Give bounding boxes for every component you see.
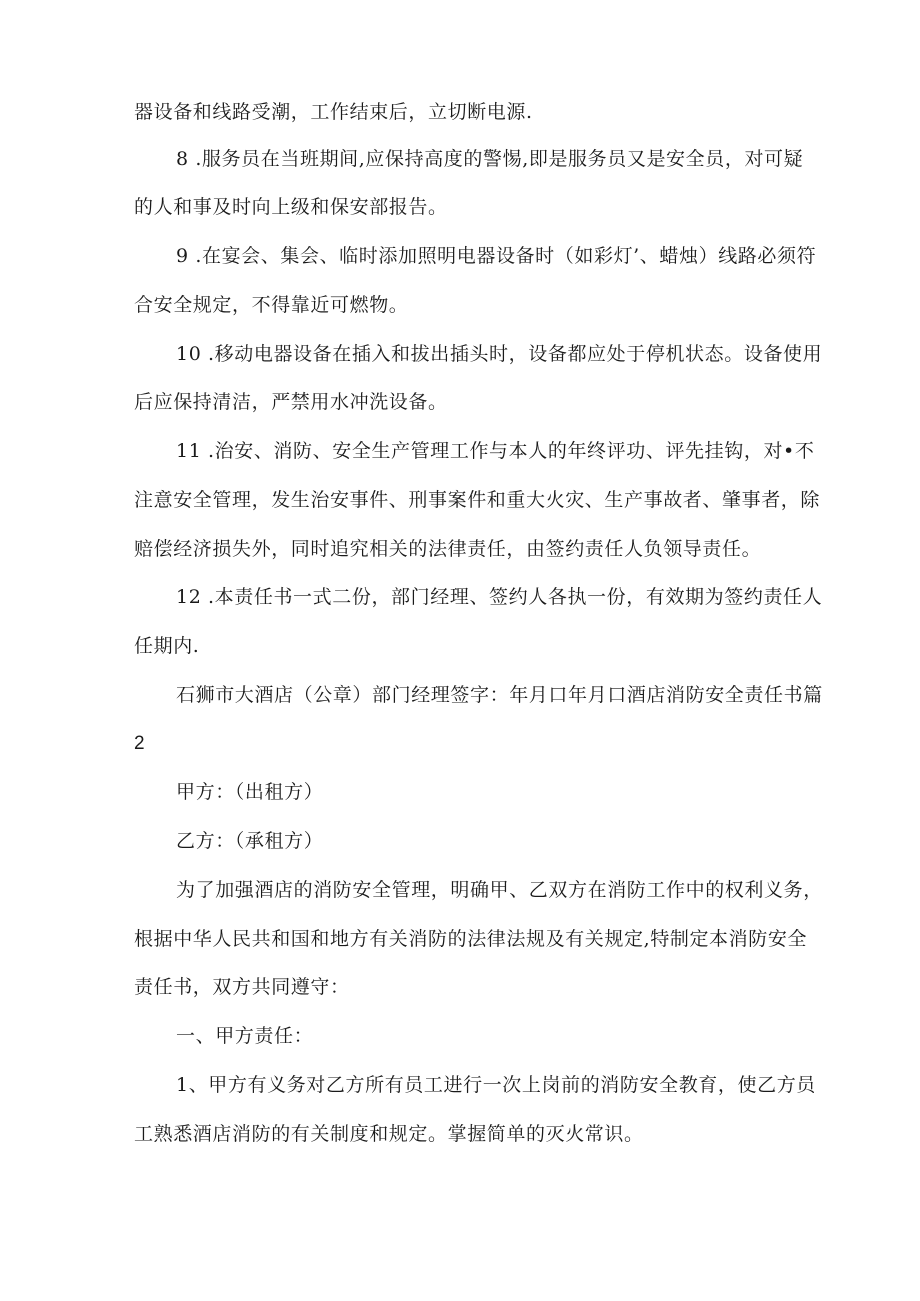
party-a-line: 甲方：（出租方）: [176, 781, 324, 803]
item-12-line-1: 12 .本责任书一式二份，部门经理、签约人各执一份，有效期为签约责任人: [176, 586, 823, 608]
section-heading: 一、甲方责任：: [176, 1025, 314, 1047]
item-11-line-1: 11 .治安、消防、安全生产管理工作与本人的年终评功、评先挂钩，对•不: [176, 440, 815, 462]
party-a-item-1-line-1: 1、甲方有义务对乙方所有员工进行一次上岗前的消防安全教育，使乙方员: [176, 1074, 816, 1096]
intro-line-3: 责任书，双方共同遵守：: [134, 976, 350, 998]
intro-line-2: 根据中华人民共和国和地方有关消防的法律法规及有关规定,特制定本消防安全: [134, 928, 808, 950]
party-a-item-1-line-2: 工熟悉酒店消防的有关制度和规定。掌握简单的灭火常识。: [134, 1123, 644, 1145]
party-b-line: 乙方：（承租方）: [176, 830, 324, 852]
item-9-line-1: 9 .在宴会、集会、临时添加照明电器设备时（如彩灯’、蜡烛）线路必须符: [176, 245, 817, 267]
item-11-line-2: 注意安全管理，发生治安事件、刑事案件和重大火灾、生产事故者、肇事者，除: [134, 489, 821, 511]
intro-line-1: 为了加强酒店的消防安全管理，明确甲、乙双方在消防工作中的权利义务，: [176, 879, 823, 901]
item-10-line-1: 10 .移动电器设备在插入和拔出插头时，设备都应处于停机状态。设备使用: [176, 343, 823, 365]
section-number: 2: [134, 733, 146, 754]
item-12-line-2: 任期内.: [134, 635, 200, 657]
item-10-line-2: 后应保持清洁，严禁用水冲洗设备。: [134, 391, 448, 413]
item-8-line-2: 的人和事及时向上级和保安部报告。: [134, 196, 448, 218]
item-11-line-3: 赔偿经济损失外，同时追究相关的法律责任，由签约责任人负领导责任。: [134, 538, 762, 560]
text-line: 器设备和线路受潮，工作结束后，立切断电源.: [134, 101, 533, 123]
item-9-line-2: 合安全规定，不得靠近可燃物。: [134, 294, 409, 316]
item-8-line-1: 8 .服务员在当班期间,应保持高度的警惕,即是服务员又是安全员，对可疑: [176, 148, 804, 170]
signature-line: 石狮市大酒店（公章）部门经理签字：年月口年月口酒店消防安全责任书篇: [176, 684, 823, 706]
